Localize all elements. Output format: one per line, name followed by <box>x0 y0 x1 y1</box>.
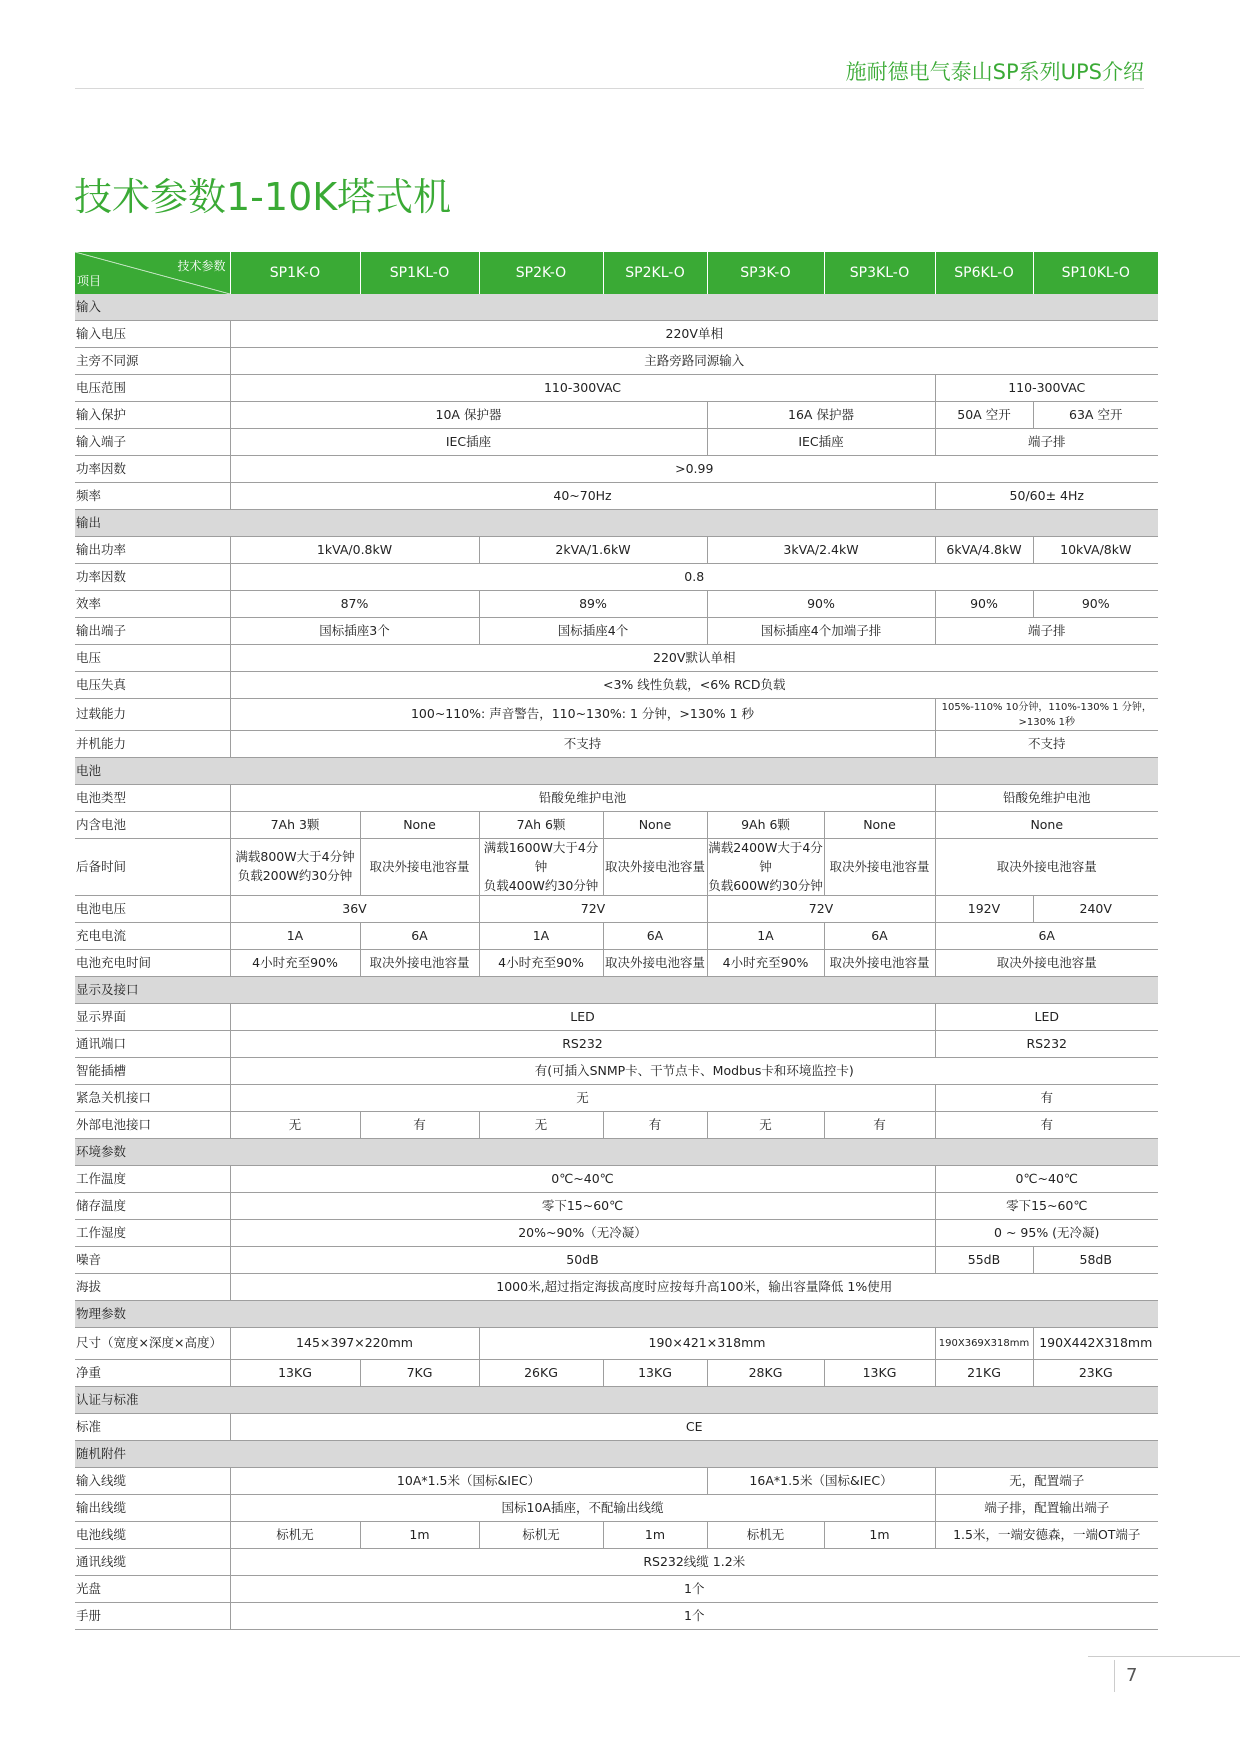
cell: 无 <box>707 1112 824 1139</box>
table-row <box>75 1031 1158 1058</box>
cell <box>479 839 603 896</box>
section-title: 输出 <box>75 510 1158 537</box>
cell: 主路旁路同源输入 <box>230 348 1158 375</box>
table-row <box>75 537 1158 564</box>
row-label: 电压范围 <box>75 375 230 402</box>
section-header <box>75 510 1158 537</box>
table-row <box>75 1166 1158 1193</box>
section-header <box>75 294 1158 321</box>
cell: 取决外接电池容量 <box>603 950 707 977</box>
brand-header: 施耐德电气泰山SP系列UPS介绍 <box>845 60 1144 84</box>
table-row <box>75 1495 1158 1522</box>
section-header <box>75 1441 1158 1468</box>
cell: 4小时充至90% <box>230 950 360 977</box>
cell: 10kVA/8kW <box>1033 537 1158 564</box>
section-title: 认证与标准 <box>75 1387 1158 1414</box>
cell: 7KG <box>360 1360 479 1387</box>
cell: None <box>824 812 935 839</box>
cell: 1kVA/0.8kW <box>230 537 479 564</box>
row-label: 光盘 <box>75 1576 230 1603</box>
cell: 0 ~ 95% (无冷凝) <box>935 1220 1158 1247</box>
section-title: 物理参数 <box>75 1301 1158 1328</box>
model-header: SP10KL-O <box>1033 252 1158 294</box>
section-title: 环境参数 <box>75 1139 1158 1166</box>
table-row <box>75 321 1158 348</box>
cell: RS232线缆 1.2米 <box>230 1549 1158 1576</box>
cell: 220V默认单相 <box>230 645 1158 672</box>
row-label: 电压失真 <box>75 672 230 699</box>
row-label: 电池电压 <box>75 896 230 923</box>
cell: 145×397×220mm <box>230 1328 479 1360</box>
row-label: 功率因数 <box>75 456 230 483</box>
row-label: 海拔 <box>75 1274 230 1301</box>
row-label: 充电电流 <box>75 923 230 950</box>
table-row <box>75 1004 1158 1031</box>
table-row <box>75 1576 1158 1603</box>
cell-line: 负载200W约30分钟 <box>237 868 353 884</box>
cell: 1m <box>824 1522 935 1549</box>
corner-header-top: 技术参数 <box>177 259 226 273</box>
row-label: 智能插槽 <box>75 1058 230 1085</box>
row-label: 储存温度 <box>75 1193 230 1220</box>
cell: >0.99 <box>230 456 1158 483</box>
table-row <box>75 375 1158 402</box>
row-label: 内含电池 <box>75 812 230 839</box>
table-row <box>75 1193 1158 1220</box>
corner-header <box>75 252 230 294</box>
cell: 21KG <box>935 1360 1033 1387</box>
cell: 23KG <box>1033 1360 1158 1387</box>
cell: 220V单相 <box>230 321 1158 348</box>
row-label: 手册 <box>75 1603 230 1630</box>
cell: 1A <box>707 923 824 950</box>
section-title: 随机附件 <box>75 1441 1158 1468</box>
cell: 有 <box>603 1112 707 1139</box>
cell: 国标10A插座，不配输出线缆 <box>230 1495 935 1522</box>
cell: 取决外接电池容量 <box>935 950 1158 977</box>
table-row <box>75 1603 1158 1630</box>
cell: 110-300VAC <box>230 375 935 402</box>
cell: 取决外接电池容量 <box>824 839 935 896</box>
cell: None <box>603 812 707 839</box>
table-row <box>75 1360 1158 1387</box>
cell: 72V <box>707 896 935 923</box>
row-label: 输出端子 <box>75 618 230 645</box>
table-row <box>75 1549 1158 1576</box>
row-label: 并机能力 <box>75 731 230 758</box>
cell: 取决外接电池容量 <box>360 950 479 977</box>
model-header: SP2K-O <box>479 252 603 294</box>
table-row <box>75 1274 1158 1301</box>
cell: 1个 <box>230 1576 1158 1603</box>
model-header: SP1KL-O <box>360 252 479 294</box>
cell: 端子排 <box>935 618 1158 645</box>
cell: 无 <box>230 1085 935 1112</box>
row-label: 过载能力 <box>75 699 230 731</box>
table-row <box>75 618 1158 645</box>
row-label: 输出线缆 <box>75 1495 230 1522</box>
cell: 无，配置端子 <box>935 1468 1158 1495</box>
cell: 取决外接电池容量 <box>824 950 935 977</box>
row-label: 输入保护 <box>75 402 230 429</box>
section-header <box>75 1301 1158 1328</box>
cell: IEC插座 <box>230 429 707 456</box>
spec-table <box>75 252 1158 1630</box>
cell: None <box>935 812 1158 839</box>
row-label: 净重 <box>75 1360 230 1387</box>
cell: 190×421×318mm <box>479 1328 935 1360</box>
section-title: 输入 <box>75 294 1158 321</box>
cell: 不支持 <box>230 731 935 758</box>
cell-line: 满载1600W大于4分钟 <box>483 840 599 874</box>
cell: 190X442X318mm <box>1033 1328 1158 1360</box>
table-row <box>75 456 1158 483</box>
header-divider <box>75 88 1144 89</box>
cell: 63A 空开 <box>1033 402 1158 429</box>
cell: 192V <box>935 896 1033 923</box>
cell: 50dB <box>230 1247 935 1274</box>
section-header <box>75 758 1158 785</box>
row-label: 输出功率 <box>75 537 230 564</box>
page-title: 技术参数1-10K塔式机 <box>74 175 452 219</box>
cell: 16A*1.5米（国标&IEC） <box>707 1468 935 1495</box>
row-label: 频率 <box>75 483 230 510</box>
section-header <box>75 1139 1158 1166</box>
cell: 有 <box>824 1112 935 1139</box>
cell: 90% <box>1033 591 1158 618</box>
footer-vertical-divider <box>1114 1660 1115 1692</box>
footer-divider <box>1088 1656 1240 1657</box>
cell: 105%-110% 10分钟，110%-130% 1 分钟，>130% 1秒 <box>935 699 1158 731</box>
cell: 1.5米，一端安德森，一端OT端子 <box>935 1522 1158 1549</box>
cell <box>230 839 360 896</box>
table-row <box>75 1522 1158 1549</box>
model-header: SP3K-O <box>707 252 824 294</box>
cell: 有(可插入SNMP卡、干节点卡、Modbus卡和环境监控卡) <box>230 1058 1158 1085</box>
cell-line: 满载2400W大于4分钟 <box>708 840 823 874</box>
table-row <box>75 1247 1158 1274</box>
table-row <box>75 1085 1158 1112</box>
table-row <box>75 348 1158 375</box>
table-row <box>75 591 1158 618</box>
cell: 110-300VAC <box>935 375 1158 402</box>
cell: 铅酸免维护电池 <box>935 785 1158 812</box>
table-row <box>75 785 1158 812</box>
cell: 端子排 <box>935 429 1158 456</box>
cell: 国标插座4个 <box>479 618 707 645</box>
table-row <box>75 1220 1158 1247</box>
row-label: 工作湿度 <box>75 1220 230 1247</box>
cell: 0℃~40℃ <box>230 1166 935 1193</box>
cell: 有 <box>935 1085 1158 1112</box>
row-label: 电压 <box>75 645 230 672</box>
table-row <box>75 429 1158 456</box>
cell: 1m <box>603 1522 707 1549</box>
cell-line: 满载800W大于4分钟 <box>235 849 355 865</box>
row-label: 输入电压 <box>75 321 230 348</box>
cell: 36V <box>230 896 479 923</box>
cell: 标机无 <box>479 1522 603 1549</box>
cell: RS232 <box>935 1031 1158 1058</box>
table-row <box>75 564 1158 591</box>
cell: 6kVA/4.8kW <box>935 537 1033 564</box>
cell: 28KG <box>707 1360 824 1387</box>
table-row <box>75 950 1158 977</box>
cell: 7Ah 6颗 <box>479 812 603 839</box>
cell: 190X369X318mm <box>935 1328 1033 1360</box>
cell: LED <box>935 1004 1158 1031</box>
table-row <box>75 812 1158 839</box>
cell: 零下15~60℃ <box>935 1193 1158 1220</box>
cell: 89% <box>479 591 707 618</box>
section-header <box>75 977 1158 1004</box>
cell: 标机无 <box>707 1522 824 1549</box>
cell: 1A <box>479 923 603 950</box>
corner-header-bottom: 项目 <box>77 274 102 288</box>
row-label: 标准 <box>75 1414 230 1441</box>
cell: 6A <box>603 923 707 950</box>
table-row <box>75 1468 1158 1495</box>
cell: 6A <box>935 923 1158 950</box>
row-label: 通讯线缆 <box>75 1549 230 1576</box>
cell: 零下15~60℃ <box>230 1193 935 1220</box>
cell: 13KG <box>230 1360 360 1387</box>
table-row <box>75 1058 1158 1085</box>
cell: 铅酸免维护电池 <box>230 785 935 812</box>
row-label: 通讯端口 <box>75 1031 230 1058</box>
model-header: SP2KL-O <box>603 252 707 294</box>
cell: 10A*1.5米（国标&IEC） <box>230 1468 707 1495</box>
cell: 有 <box>935 1112 1158 1139</box>
cell: 7Ah 3颗 <box>230 812 360 839</box>
cell: 72V <box>479 896 707 923</box>
cell: 国标插座3个 <box>230 618 479 645</box>
cell: RS232 <box>230 1031 935 1058</box>
table-row <box>75 896 1158 923</box>
cell: 58dB <box>1033 1247 1158 1274</box>
cell: 0.8 <box>230 564 1158 591</box>
section-title: 电池 <box>75 758 1158 785</box>
table-row <box>75 1328 1158 1360</box>
cell: 90% <box>935 591 1033 618</box>
cell: 无 <box>479 1112 603 1139</box>
row-label: 输入端子 <box>75 429 230 456</box>
cell: 20%~90%（无冷凝） <box>230 1220 935 1247</box>
cell: 1个 <box>230 1603 1158 1630</box>
cell: IEC插座 <box>707 429 935 456</box>
section-title: 显示及接口 <box>75 977 1158 1004</box>
cell: 6A <box>824 923 935 950</box>
cell: 国标插座4个加端子排 <box>707 618 935 645</box>
cell-line: 负载400W约30分钟 <box>483 877 599 893</box>
cell: 13KG <box>603 1360 707 1387</box>
cell: 取决外接电池容量 <box>360 839 479 896</box>
row-label: 外部电池接口 <box>75 1112 230 1139</box>
row-label: 电池充电时间 <box>75 950 230 977</box>
cell: 13KG <box>824 1360 935 1387</box>
cell: 0℃~40℃ <box>935 1166 1158 1193</box>
cell: 100~110%: 声音警告，110~130%: 1 分钟，>130% 1 秒 <box>230 699 935 731</box>
cell: 16A 保护器 <box>707 402 935 429</box>
model-header: SP1K-O <box>230 252 360 294</box>
model-header: SP3KL-O <box>824 252 935 294</box>
row-label: 工作温度 <box>75 1166 230 1193</box>
table-header-row <box>75 252 1158 294</box>
table-row <box>75 645 1158 672</box>
row-label: 电池类型 <box>75 785 230 812</box>
cell: 4小时充至90% <box>479 950 603 977</box>
cell: 2kVA/1.6kW <box>479 537 707 564</box>
cell: 端子排，配置输出端子 <box>935 1495 1158 1522</box>
section-header <box>75 1387 1158 1414</box>
table-row <box>75 839 1158 896</box>
cell: 1m <box>360 1522 479 1549</box>
table-row <box>75 699 1158 731</box>
cell: 240V <box>1033 896 1158 923</box>
cell: 取决外接电池容量 <box>935 839 1158 896</box>
cell: 1000米,超过指定海拔高度时应按每升高100米，输出容量降低 1%使用 <box>230 1274 1158 1301</box>
row-label: 效率 <box>75 591 230 618</box>
table-row <box>75 923 1158 950</box>
cell: 10A 保护器 <box>230 402 707 429</box>
row-label: 显示界面 <box>75 1004 230 1031</box>
cell: 50/60± 4Hz <box>935 483 1158 510</box>
table-row <box>75 402 1158 429</box>
row-label: 主旁不同源 <box>75 348 230 375</box>
cell: 不支持 <box>935 731 1158 758</box>
cell: 87% <box>230 591 479 618</box>
table-row <box>75 731 1158 758</box>
cell: 无 <box>230 1112 360 1139</box>
row-label: 紧急关机接口 <box>75 1085 230 1112</box>
cell: 9Ah 6颗 <box>707 812 824 839</box>
cell: 55dB <box>935 1247 1033 1274</box>
cell: CE <box>230 1414 1158 1441</box>
cell: 4小时充至90% <box>707 950 824 977</box>
cell: 6A <box>360 923 479 950</box>
table-row <box>75 1112 1158 1139</box>
cell: <3% 线性负载，<6% RCD负载 <box>230 672 1158 699</box>
cell: 90% <box>707 591 935 618</box>
cell: 26KG <box>479 1360 603 1387</box>
cell: 1A <box>230 923 360 950</box>
table-row <box>75 672 1158 699</box>
cell: LED <box>230 1004 935 1031</box>
cell: 标机无 <box>230 1522 360 1549</box>
cell-line: 负载600W约30分钟 <box>708 877 823 893</box>
cell: 有 <box>360 1112 479 1139</box>
page-number: 7 <box>1126 1665 1138 1686</box>
cell: 3kVA/2.4kW <box>707 537 935 564</box>
table-row <box>75 1414 1158 1441</box>
row-label: 后备时间 <box>75 839 230 896</box>
row-label: 功率因数 <box>75 564 230 591</box>
row-label: 输入线缆 <box>75 1468 230 1495</box>
cell: None <box>360 812 479 839</box>
row-label: 电池线缆 <box>75 1522 230 1549</box>
cell: 50A 空开 <box>935 402 1033 429</box>
cell: 取决外接电池容量 <box>603 839 707 896</box>
model-header: SP6KL-O <box>935 252 1033 294</box>
row-label: 噪音 <box>75 1247 230 1274</box>
cell <box>707 839 824 896</box>
cell: 40~70Hz <box>230 483 935 510</box>
table-row <box>75 483 1158 510</box>
row-label: 尺寸（宽度×深度×高度） <box>75 1328 230 1360</box>
